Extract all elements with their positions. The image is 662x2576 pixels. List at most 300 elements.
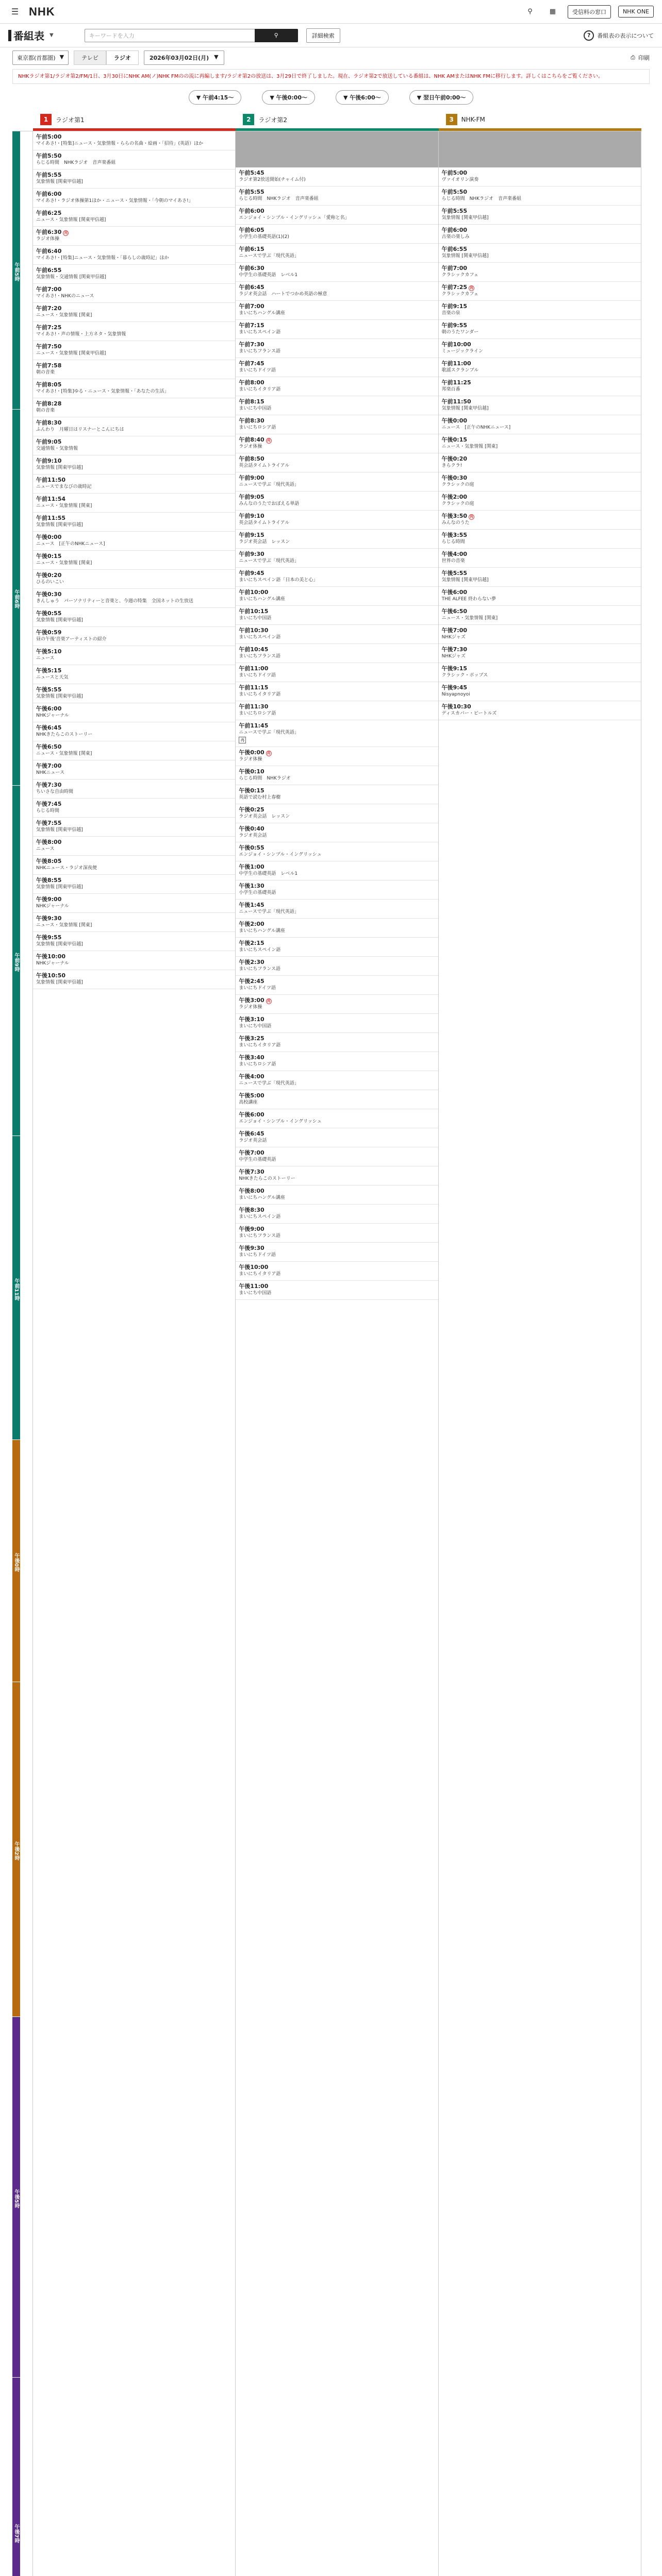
station-3[interactable]: [439, 111, 641, 131]
program-title: まいにち中国語: [239, 1291, 272, 1296]
program-title: まいにちドイツ語: [239, 1252, 276, 1258]
program-item[interactable]: [236, 320, 438, 339]
program-item[interactable]: [33, 265, 235, 284]
service-icon[interactable]: ▦: [549, 8, 556, 15]
program-title: NHKきたらこのストーリー: [36, 732, 93, 737]
program-item[interactable]: [236, 804, 438, 823]
program-title: ニュース・気象情報 [関東]: [441, 616, 498, 621]
program-item[interactable]: [33, 532, 235, 551]
program-item[interactable]: [33, 474, 235, 494]
station-name: NHK-FM: [461, 116, 485, 123]
program-title: ニュースと天気: [36, 675, 69, 680]
program-item[interactable]: [236, 1224, 438, 1243]
program-time: 午後7:30: [239, 1168, 264, 1175]
program-item[interactable]: [33, 150, 235, 170]
program-item[interactable]: [236, 492, 438, 511]
program-title: みんなのうた: [441, 520, 470, 526]
program-item[interactable]: [439, 644, 641, 663]
program-title: まいにちロシア語: [239, 711, 276, 716]
program-item[interactable]: [439, 472, 641, 492]
program-item[interactable]: [236, 1205, 438, 1224]
station-number-badge: 1: [40, 114, 52, 125]
rebroadcast-icon: 再: [267, 751, 271, 755]
program-time: 午後7:30: [441, 646, 468, 653]
program-title: 気象情報 [関東甲信越]: [441, 578, 489, 583]
program-title: 気象情報 [関東甲信越]: [441, 406, 489, 411]
program-title: ニュース・気象情報 [関東甲信越]: [36, 351, 106, 356]
program-time: 午後5:10: [36, 648, 62, 655]
program-title: まいにちイタリア語: [239, 692, 281, 697]
station-number-badge: 2: [243, 114, 254, 125]
program-time: 午後2:30: [239, 959, 264, 965]
program-item[interactable]: [236, 358, 438, 377]
program-time: 午後1:45: [239, 902, 264, 908]
program-time: 午前6:25: [36, 210, 62, 216]
program-time: 午前10:15: [239, 608, 269, 615]
program-item[interactable]: [439, 339, 641, 358]
program-time: 午後10:30: [441, 703, 471, 710]
program-title: THE ALFEE 終わらない夢: [441, 597, 496, 602]
program-item[interactable]: [33, 360, 235, 379]
program-time: 午後0:30: [441, 474, 468, 481]
program-title: らじる時間 NHKラジオ 音声楽番組: [239, 196, 319, 201]
program-item[interactable]: [33, 494, 235, 513]
chevron-down-icon: ▼: [214, 54, 219, 60]
program-item[interactable]: [439, 453, 641, 472]
program-time: 午前9:00: [239, 474, 264, 481]
program-time: 午前7:20: [36, 305, 62, 312]
program-time: 午前6:15: [239, 246, 264, 252]
program-time: 午前8:40 再: [239, 436, 271, 443]
program-item[interactable]: [236, 625, 438, 644]
program-item[interactable]: [439, 549, 641, 568]
program-item[interactable]: [33, 703, 235, 722]
program-item[interactable]: [236, 549, 438, 568]
program-item[interactable]: [439, 282, 641, 301]
search-input[interactable]: キーワードを入力: [85, 29, 255, 42]
program-item[interactable]: [236, 766, 438, 785]
program-item[interactable]: [439, 625, 641, 644]
program-item[interactable]: [439, 244, 641, 263]
program-time: 午前10:45: [239, 646, 269, 653]
program-time: 午前11:50: [441, 398, 471, 405]
program-time: 午後0:40: [239, 825, 264, 832]
program-item[interactable]: [236, 511, 438, 530]
program-title: 英語で読む村上春樹: [239, 795, 281, 800]
advanced-search-button[interactable]: 詳細検索: [306, 28, 340, 43]
program-time: 午前11:30: [239, 703, 269, 710]
program-title: ラジオ英会話 レッスン: [239, 814, 290, 819]
program-time: 午後10:00: [239, 1264, 269, 1270]
program-time: 午前7:15: [239, 322, 264, 329]
program-title: マイあさ!・[特集]ニュース・気象情報・ららの名曲・絵画・「招待」(英語）ほか: [36, 141, 204, 146]
program-time: 午後0:15: [239, 787, 264, 794]
program-time: 午後7:30: [36, 782, 62, 788]
program-time: 午前7:58: [36, 362, 62, 369]
program-item[interactable]: [33, 646, 235, 665]
program-item[interactable]: [33, 322, 235, 341]
program-item[interactable]: [236, 1109, 438, 1128]
program-time: 午後3:50 再: [441, 513, 474, 519]
program-item[interactable]: [33, 131, 235, 150]
program-item[interactable]: [236, 472, 438, 492]
time-jump-button[interactable]: ▼ 午前4:15〜: [189, 90, 242, 105]
program-title: まいにちハングル講座: [239, 311, 285, 316]
program-item[interactable]: [33, 303, 235, 322]
program-item[interactable]: [33, 170, 235, 189]
program-item[interactable]: [439, 511, 641, 530]
program-item[interactable]: [33, 875, 235, 894]
program-time: 午前9:10: [36, 457, 62, 464]
program-item[interactable]: [236, 453, 438, 472]
program-item[interactable]: [33, 932, 235, 951]
program-item[interactable]: [439, 187, 641, 206]
search-icon[interactable]: ⚲: [527, 8, 533, 15]
program-item[interactable]: [236, 1281, 438, 1300]
rebroadcast-icon: 再: [267, 438, 271, 443]
program-item[interactable]: [236, 606, 438, 625]
program-item[interactable]: [236, 823, 438, 842]
program-title: 高校講座: [239, 1100, 258, 1105]
program-item[interactable]: [33, 455, 235, 474]
hour-label: 午前5時: [12, 131, 20, 410]
program-item[interactable]: [33, 722, 235, 741]
program-title: まいにちスペイン語: [239, 330, 281, 335]
program-title: 小学生の基礎英語(1)(2): [239, 234, 289, 240]
program-time: 午前9:30: [239, 551, 264, 557]
program-item[interactable]: [33, 417, 235, 436]
program-item[interactable]: [33, 894, 235, 913]
program-item[interactable]: [33, 684, 235, 703]
program-time: 午後3:55: [441, 532, 468, 538]
program-item[interactable]: [236, 187, 438, 206]
program-item[interactable]: [439, 320, 641, 339]
program-item[interactable]: [236, 167, 438, 187]
program-title: ちいさな自由時間: [36, 789, 74, 794]
program-title: らじる時間: [441, 539, 465, 545]
program-item[interactable]: [439, 434, 641, 453]
program-title: NHKジャーナル: [36, 961, 69, 966]
program-item[interactable]: [236, 900, 438, 919]
program-item[interactable]: [439, 301, 641, 320]
program-item[interactable]: [236, 339, 438, 358]
program-item[interactable]: [439, 606, 641, 625]
program-time: 午後0:59: [36, 629, 62, 636]
program-time: 午後8:30: [239, 1207, 264, 1213]
nhk-one-button[interactable]: NHK ONE: [618, 6, 654, 18]
program-item[interactable]: [236, 1033, 438, 1052]
program-item[interactable]: [236, 1090, 438, 1109]
program-item[interactable]: [439, 358, 641, 377]
program-time: 午前8:28: [36, 400, 62, 407]
title-mark: [8, 30, 11, 41]
program-time: 午前11:54: [36, 496, 66, 502]
program-item[interactable]: [33, 513, 235, 532]
program-time: 午後0:15: [441, 436, 468, 443]
program-title: ラジオ英会話 レッスン: [239, 539, 290, 545]
program-time: 午後4:00: [239, 1073, 264, 1080]
program-title: マイあさ!・ラジオ体操第1ほか・ニュース・気象情報・「今朝のマイあさ!」: [36, 198, 193, 204]
station-column-fm: [439, 131, 641, 2576]
program-item[interactable]: [439, 568, 641, 587]
program-item[interactable]: [439, 206, 641, 225]
hour-column: [12, 131, 33, 2576]
program-item[interactable]: [236, 434, 438, 453]
station-column-r1: [33, 131, 236, 2576]
program-item[interactable]: [236, 377, 438, 396]
program-item[interactable]: [236, 995, 438, 1014]
program-item[interactable]: [236, 225, 438, 244]
program-time: 午後7:00: [36, 762, 62, 769]
search-button[interactable]: [255, 29, 298, 42]
hamburger-menu-icon[interactable]: ☰: [11, 7, 19, 16]
program-item[interactable]: [439, 701, 641, 720]
program-item[interactable]: [236, 1014, 438, 1033]
hour-label: 午後7時: [12, 2378, 20, 2576]
program-title: ニュース・気象情報 [関東]: [441, 444, 498, 449]
reception-fee-button[interactable]: 受信料の窓口: [568, 5, 611, 19]
program-item[interactable]: [33, 799, 235, 818]
program-title: 中学生の基礎英語: [239, 1157, 276, 1162]
print-button[interactable]: [631, 54, 650, 62]
date-label: 2026年03月02日(月): [149, 55, 209, 61]
nhk-logo[interactable]: NHK: [29, 5, 55, 18]
program-item[interactable]: [33, 608, 235, 627]
program-time: 午前9:55: [441, 322, 468, 329]
program-time: 午前7:00: [441, 265, 468, 272]
program-item[interactable]: [236, 663, 438, 682]
program-item[interactable]: [33, 760, 235, 779]
program-title: らじる時間 NHKラジオ: [239, 776, 291, 781]
program-item[interactable]: [33, 436, 235, 455]
program-time: 午後0:20: [441, 455, 468, 462]
program-title: 交通情報・気象情報: [36, 446, 78, 451]
program-title: 気象情報 [関東甲信越]: [36, 522, 83, 528]
program-title: 気象情報 [関東甲信越]: [36, 694, 83, 699]
program-item[interactable]: [33, 246, 235, 265]
program-time: 午前6:55: [36, 267, 62, 274]
help-label: 番組表の表示について: [597, 32, 654, 39]
program-time: 午後7:45: [36, 801, 62, 807]
rebroadcast-icon: 再: [267, 999, 271, 1003]
program-time: 午前5:50: [441, 189, 468, 195]
program-time: 午前10:00: [441, 341, 471, 348]
program-item[interactable]: [33, 856, 235, 875]
program-title: Nisyapnoyoi: [441, 692, 470, 697]
program-item[interactable]: [236, 1147, 438, 1166]
program-item[interactable]: [236, 282, 438, 301]
program-item[interactable]: [236, 244, 438, 263]
program-title: 気象情報 [関東甲信越]: [36, 827, 83, 833]
program-item[interactable]: [33, 551, 235, 570]
program-time: 午前6:40: [36, 248, 62, 255]
program-item[interactable]: [33, 227, 235, 246]
program-item[interactable]: [33, 627, 235, 646]
program-time: 午前11:25: [441, 379, 471, 386]
program-item[interactable]: [236, 1262, 438, 1281]
program-time: 午後5:15: [36, 667, 62, 674]
program-item[interactable]: [236, 747, 438, 766]
date-select[interactable]: [144, 50, 224, 65]
program-badge: 再: [239, 737, 246, 743]
hour-label: 午後2時: [12, 1682, 20, 2017]
program-time: 午後11:00: [239, 1283, 269, 1290]
program-title: ニュース・気象情報 [関東甲信越]: [36, 217, 106, 223]
program-item[interactable]: [236, 415, 438, 434]
time-jump-button[interactable]: ▼ 午後0:00〜: [262, 90, 315, 105]
program-item[interactable]: [33, 398, 235, 417]
program-title: ラジオ体操: [36, 236, 60, 242]
program-item[interactable]: [236, 568, 438, 587]
help-icon: ?: [584, 30, 594, 41]
program-item[interactable]: [236, 644, 438, 663]
program-item[interactable]: [33, 284, 235, 303]
program-item[interactable]: [33, 189, 235, 208]
program-item[interactable]: [33, 970, 235, 989]
program-title: 音楽の泉: [441, 311, 460, 316]
program-time: 午前6:00: [36, 191, 62, 197]
program-item[interactable]: [33, 589, 235, 608]
program-item[interactable]: [33, 570, 235, 589]
program-time: 午後10:50: [36, 972, 66, 979]
station-1[interactable]: [33, 111, 236, 131]
program-time: 午前5:00: [36, 133, 62, 140]
program-time: 午前5:45: [239, 170, 264, 176]
top-bar: [0, 0, 662, 24]
program-item[interactable]: [439, 682, 641, 701]
tab-1[interactable]: ラジオ: [106, 50, 139, 65]
station-2[interactable]: [236, 111, 438, 131]
program-time: 午後7:00: [441, 627, 468, 634]
program-item[interactable]: [236, 263, 438, 282]
program-title: マイあさ!・[特集]ゆる・ニュース・気象情報・「あなたの生活」: [36, 389, 169, 394]
program-item[interactable]: [236, 938, 438, 957]
program-time: 午前9:10: [239, 513, 264, 519]
program-time: 午後1:00: [239, 863, 264, 870]
program-title: NHKジャズ: [441, 654, 466, 659]
program-item[interactable]: [439, 663, 641, 682]
program-title: ラジオ英会話: [239, 833, 267, 838]
program-item[interactable]: [236, 206, 438, 225]
program-item[interactable]: [236, 1052, 438, 1071]
title-bar: [0, 24, 662, 47]
program-time: 午前7:45: [239, 360, 264, 367]
program-item[interactable]: [33, 951, 235, 970]
notice-banner[interactable]: NHKラジオ第1/ラジオ第2/FM/1日、3月30日にNHK AM(ノ)NHK FMのの流に再編します/ラジオ第2の放送は、3月29日で終了しました。現在、ラジオ第2で放送している番組は、NHK AMまたはNHK FMに移行します。詳しくはこちらをご覧ください。: [12, 69, 650, 84]
area-select[interactable]: [12, 50, 69, 65]
program-time: 午後0:30: [36, 591, 62, 598]
program-time: 午後5:55: [441, 570, 468, 577]
program-item[interactable]: [33, 779, 235, 799]
program-item[interactable]: [236, 701, 438, 720]
program-title: まいにちドイツ語: [239, 986, 276, 991]
program-time: 午後3:25: [239, 1035, 264, 1042]
program-item[interactable]: [33, 741, 235, 760]
program-item[interactable]: [236, 530, 438, 549]
program-item[interactable]: [236, 1166, 438, 1185]
program-item[interactable]: [236, 587, 438, 606]
program-item[interactable]: [439, 492, 641, 511]
program-title: まいにちスペイン語「日本の美と心」: [239, 578, 318, 583]
program-item[interactable]: [33, 913, 235, 932]
controls-bar: [0, 47, 662, 68]
program-item[interactable]: [236, 301, 438, 320]
program-time: 午後6:45: [36, 724, 62, 731]
program-item[interactable]: [236, 976, 438, 995]
program-item[interactable]: [439, 377, 641, 396]
program-grid: [12, 131, 641, 2576]
chevron-down-icon: ▼: [59, 54, 64, 60]
program-item[interactable]: [236, 1185, 438, 1205]
program-title: らじる時間 NHKラジオ 音声楽番組: [36, 160, 116, 165]
program-title: まいにちフランス語: [239, 654, 281, 659]
program-item[interactable]: [33, 837, 235, 856]
program-item[interactable]: [439, 530, 641, 549]
program-item[interactable]: [33, 341, 235, 360]
program-item[interactable]: [236, 785, 438, 804]
program-item[interactable]: [439, 263, 641, 282]
topbar-actions: [522, 5, 654, 19]
program-item[interactable]: [439, 167, 641, 187]
program-title: まいにちロシア語: [239, 1062, 276, 1067]
time-jump-button[interactable]: ▼ 翌日午前0:00〜: [409, 90, 474, 105]
program-item[interactable]: [236, 1243, 438, 1262]
program-title: 古楽の楽しみ: [441, 234, 470, 240]
program-title: ニュースで学ぶ「現代英語」: [239, 253, 299, 259]
program-item[interactable]: [439, 415, 641, 434]
program-item[interactable]: [33, 818, 235, 837]
program-title: ニュース: [36, 846, 55, 852]
program-item[interactable]: [236, 720, 438, 747]
program-time: 午後10:00: [36, 953, 66, 960]
program-title: ディスカバー・ビートルズ: [441, 711, 497, 716]
program-item[interactable]: [33, 379, 235, 398]
program-title: まいにちフランス語: [239, 1233, 281, 1239]
program-title: 世界の音楽: [441, 558, 465, 564]
chevron-down-icon[interactable]: ▼: [49, 32, 54, 38]
hour-label: 午前11時: [12, 1136, 20, 1440]
help-link[interactable]: [584, 30, 654, 41]
program-item[interactable]: [236, 1128, 438, 1147]
program-time: 午後0:25: [239, 806, 264, 813]
program-title: まいにちハングル講座: [239, 928, 285, 934]
program-item[interactable]: [439, 225, 641, 244]
program-time: 午後2:45: [239, 978, 264, 985]
program-time: 午後4:00: [441, 551, 468, 557]
program-item[interactable]: [236, 919, 438, 938]
program-item[interactable]: [236, 957, 438, 976]
program-item[interactable]: [236, 1071, 438, 1090]
program-title: まいにちフランス語: [239, 349, 281, 354]
program-title: ラジオ体操: [239, 444, 262, 449]
program-item[interactable]: [236, 880, 438, 900]
program-item[interactable]: [236, 861, 438, 880]
program-item[interactable]: [439, 396, 641, 415]
program-title: ミュージックライン: [441, 349, 484, 354]
program-time: 午前7:00: [36, 286, 62, 293]
program-item[interactable]: [236, 682, 438, 701]
program-item[interactable]: [236, 842, 438, 861]
program-item[interactable]: [236, 396, 438, 415]
program-item[interactable]: [33, 208, 235, 227]
time-jump-button[interactable]: ▼ 午後6:00〜: [336, 90, 389, 105]
program-item[interactable]: [33, 665, 235, 684]
program-item[interactable]: [439, 587, 641, 606]
tab-0[interactable]: テレビ: [74, 50, 106, 65]
program-time: 午前7:00: [239, 303, 264, 310]
program-time: 午後0:55: [36, 610, 62, 617]
program-title: きらクラ!: [441, 463, 462, 468]
